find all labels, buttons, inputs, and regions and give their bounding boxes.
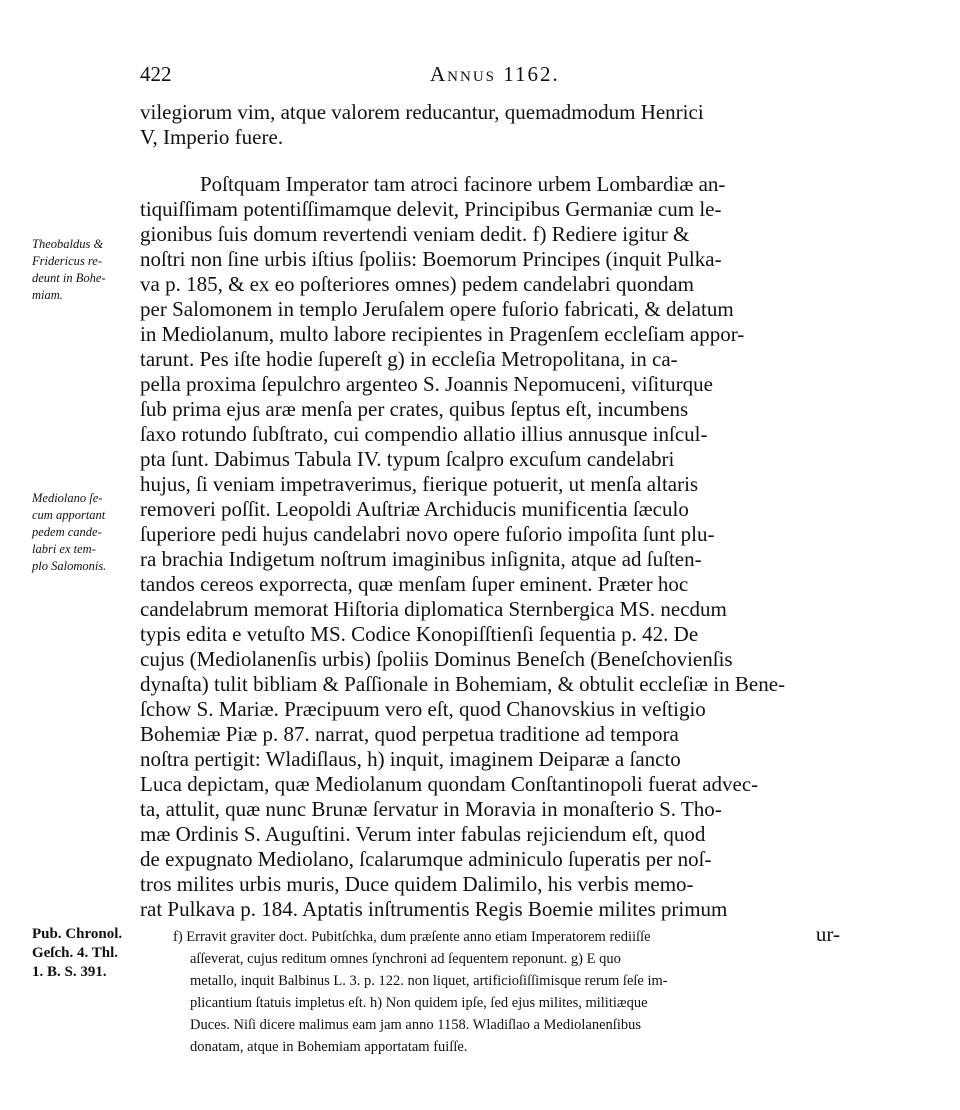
- text-line: hujus, ſi veniam impetraverimus, fierique potuerit, ut menſa altaris: [140, 472, 699, 496]
- text-line: rat Pulkava p. 184. Aptatis inſtrumentis Regis Boemie milites primum: [140, 897, 728, 921]
- text-line: in Mediolanum, multo labore recipientes in Pragenſem eccleſiam appor-: [140, 322, 745, 346]
- page-number: 422: [140, 62, 172, 86]
- text-line: cujus (Mediolanenſis urbis) ſpoliis Dominus Beneſch (Beneſchovienſis: [140, 647, 733, 671]
- running-head: Annus 1162.: [430, 62, 560, 86]
- text-line: per Salomonem in templo Jeruſalem opere fuſorio fabricati, & delatum: [140, 297, 734, 321]
- text-line: Luca depictam, quæ Mediolanum quondam Conſtantinopoli fuerat advec-: [140, 772, 759, 796]
- text-line: mæ Ordinis S. Auguſtini. Verum inter fabulas rejiciendum eſt, quod: [140, 822, 706, 846]
- text-line: V, Imperio fuere.: [140, 125, 284, 149]
- footnote-line: aſſeverat, cujus reditum omnes ſynchroni ad ſequentem reponunt. g) E quo: [190, 951, 621, 967]
- text-line: tarunt. Pes iſte hodie ſupereſt g) in eccleſia Metropolitana, in ca-: [140, 347, 678, 371]
- footnote-line: f) Erravit graviter doct. Pubitſchka, dum præſente anno etiam Imperatorem rediiſſe: [173, 929, 651, 945]
- text-line: ſaxo rotundo ſubſtrato, cui compendio allatio illius annusque inſcul-: [140, 422, 708, 446]
- text-line: de expugnato Mediolano, ſcalarumque adminiculo ſuperatis per noſ-: [140, 847, 712, 871]
- text-line: pta ſunt. Dabimus Tabula IV. typum ſcalpro excuſum candelabri: [140, 447, 675, 471]
- text-line: removeri poſſit. Leopoldi Auſtriæ Archiducis munificentia ſæculo: [140, 497, 689, 521]
- text-line: pella proxima ſepulchro argenteo S. Joannis Nepomuceni, viſiturque: [140, 372, 713, 396]
- text-line: tiquiſſimam potentiſſimamque delevit, Principibus Germaniæ cum le-: [140, 197, 722, 221]
- text-line: noſtra pertigit: Wladiſlaus, h) inquit, imaginem Deiparæ a ſancto: [140, 747, 681, 771]
- text-line: ſub prima ejus aræ menſa per crates, quibus ſeptus eſt, incumbens: [140, 397, 689, 421]
- text-line: ſuperiore pedi hujus candelabri novo opere fuſorio impoſita ſunt plu-: [140, 522, 715, 546]
- footnote-line: Duces. Niſi dicere malimus eam jam anno 1158. Wladiſlao a Mediolanenſibus: [190, 1017, 641, 1033]
- footnote-line: metallo, inquit Balbinus L. 3. p. 122. non liquet, artificioſiſſimisque rerum ſeſe im-: [190, 973, 668, 989]
- page-header: [140, 62, 840, 92]
- margin-note: Mediolano ſe- cum apportant pedem cande- labri ex tem- plo Salomonis.: [32, 491, 107, 573]
- footnote-line: plicantium ſtatuis impletus eſt. h) Non quidem ipſe, ſed ejus milites, militiæque: [190, 995, 648, 1011]
- footnote-line: donatam, atque in Bohemiam apportatam fuiſſe.: [190, 1039, 468, 1055]
- text-line: ra brachia Indigetum noſtrum imaginibus inſignita, atque ad ſuſten-: [140, 547, 702, 571]
- margin-note: Pub. Chronol. Geſch. 4. Thl. 1. B. S. 391.: [32, 926, 123, 980]
- text-line: noſtri non ſine urbis iſtius ſpoliis: Boemorum Principes (inquit Pulka-: [140, 247, 722, 271]
- catchword: ur-: [815, 922, 840, 946]
- text-line: Poſtquam Imperator tam atroci facinore urbem Lombardiæ an-: [200, 172, 726, 196]
- text-line: va p. 185, & ex eo poſteriores omnes) pedem candelabri quondam: [140, 272, 694, 296]
- text-line: Bohemiæ Piæ p. 87. narrat, quod perpetua traditione ad tempora: [140, 722, 679, 746]
- text-line: vilegiorum vim, atque valorem reducantur, quemadmodum Henrici: [140, 100, 704, 124]
- text-line: gionibus ſuis domum revertendi veniam dedit. f) Rediere igitur &: [140, 222, 690, 246]
- text-line: ſchow S. Mariæ. Præcipuum vero eſt, quod Chanovskius in veſtigio: [140, 697, 706, 721]
- text-line: tros milites urbis muris, Duce quidem Dalimilo, his verbis memo-: [140, 872, 694, 896]
- text-line: typis edita e vetuſto MS. Codice Konopiſſtienſi ſequentia p. 42. De: [140, 622, 699, 646]
- margin-note: Theobaldus & Fridericus re- deunt in Bohe- miam.: [32, 237, 106, 302]
- text-line: candelabrum memorat Hiſtoria diplomatica Sternbergica MS. necdum: [140, 597, 727, 621]
- text-line: tandos cereos exporrecta, quæ menſam ſuper eminent. Præter hoc: [140, 572, 689, 596]
- text-line: ta, attulit, quæ nunc Brunæ ſervatur in Moravia in monaſterio S. Tho-: [140, 797, 722, 821]
- text-line: dynaſta) tulit bibliam & Paſſionale in Bohemiam, & obtulit eccleſiæ in Bene-: [140, 672, 786, 696]
